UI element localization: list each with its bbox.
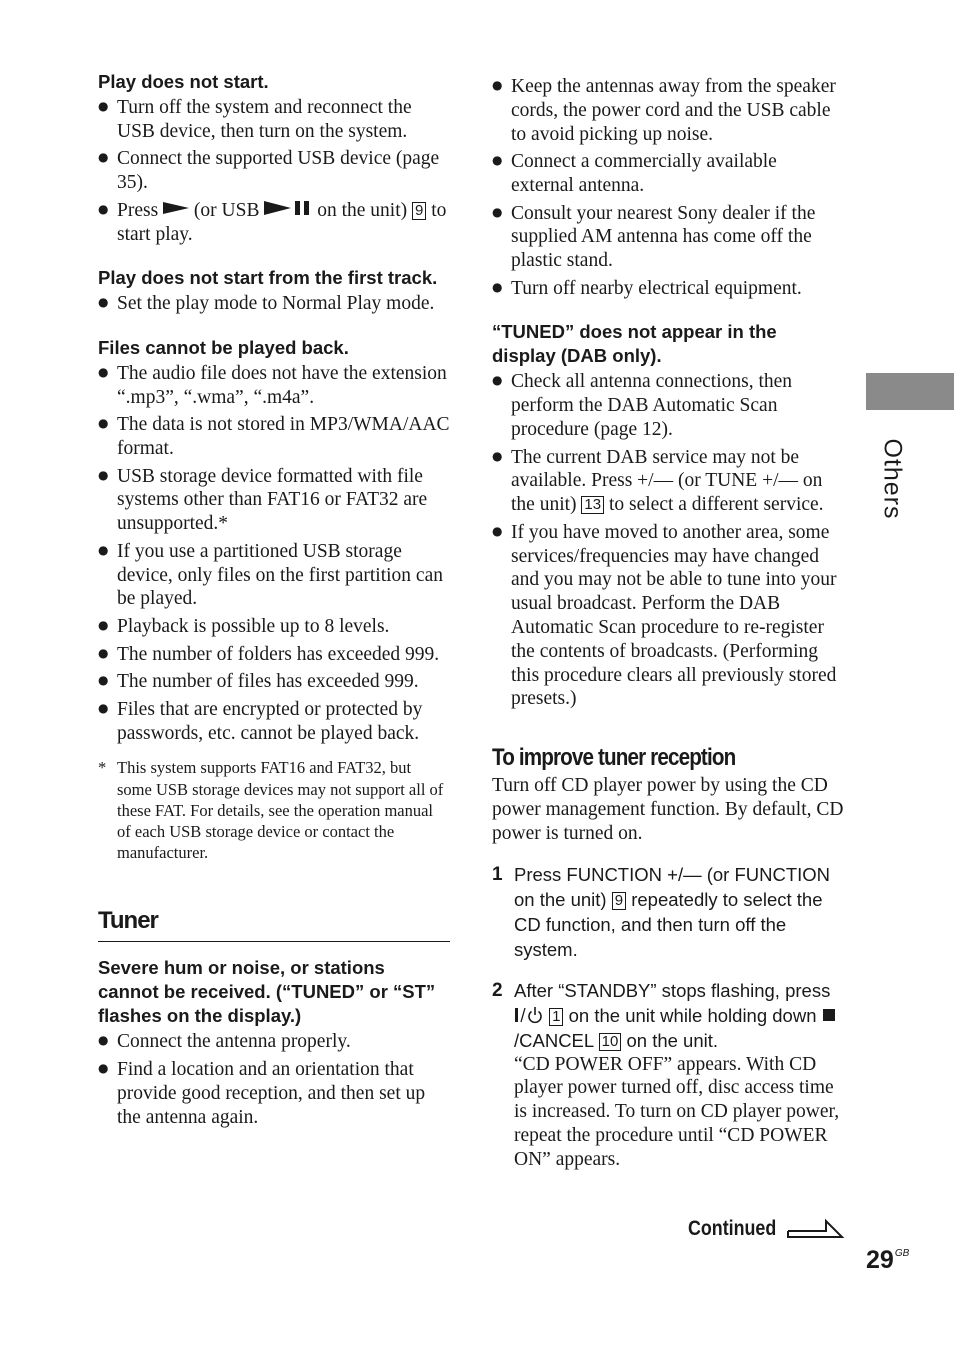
step-2: 2 After “STANDBY” stops flashing, press 1 on the unit while holding down /CANCEL 10 on the unit. “CD POWER OFF” appears. With CD player power turned off, disc access time is increased. To turn on CD player power, repeat the procedure until “CD POWER ON” appears. xyxy=(492,978,844,1172)
list-item: ● The number of folders has exceeded 999. xyxy=(98,643,450,667)
play-pause-icon xyxy=(264,200,312,216)
heading-tuner-noise: Severe hum or noise, or stations cannot be received. (“TUNED” or “ST” flashes on the display.) xyxy=(98,957,436,1027)
list-item: ● Turn off nearby electrical equipment. xyxy=(492,277,844,301)
footnote xyxy=(98,757,450,863)
list-item: ● If you use a partitioned USB storage device, only files on the first partition can be played. xyxy=(98,540,450,611)
page-suffix: GB xyxy=(894,1248,910,1259)
play-not-start-list xyxy=(98,96,450,246)
list-item: ● Files that are encrypted or protected by passwords, etc. cannot be played back. xyxy=(98,698,450,746)
first-track-list xyxy=(98,292,450,316)
continued-label: Continued xyxy=(688,1217,777,1240)
list-item: ● The data is not stored in MP3/WMA/AAC format. xyxy=(98,413,450,461)
list-item-press-play: ● Press (or USB on the unit) 9 to start play. xyxy=(98,199,450,247)
key-label: 9 xyxy=(412,202,426,220)
list-item: ● The current DAB service may not be available. Press +/— (or TUNE +/— on the unit) 13 to select a different service. xyxy=(492,446,844,517)
list-item: ● Connect the antenna properly. xyxy=(98,1030,450,1054)
right-column xyxy=(492,70,844,1171)
list-item: ● Find a location and an orientation that provide good reception, and then set up the antenna again. xyxy=(98,1058,450,1129)
list-item: ● Playback is possible up to 8 levels. xyxy=(98,615,450,639)
page-number: $29^{GB}$ xyxy=(866,1246,910,1274)
files-list xyxy=(98,362,450,746)
list-item: ● USB storage device formatted with file systems other than FAT16 or FAT32 are unsupported.* xyxy=(98,465,450,536)
key-label: 13 xyxy=(581,496,604,514)
power-icon xyxy=(514,1006,544,1024)
step-2-result: “CD POWER OFF” appears. With CD player power turned off, disc access time is increased. To turn on CD player power, repeat the procedure until “CD POWER ON” appears. xyxy=(514,1053,840,1170)
list-item: ● Set the play mode to Normal Play mode. xyxy=(98,292,450,316)
heading-first-track: Play does not start from the first track. xyxy=(98,267,438,289)
footnote-mark: * xyxy=(98,758,107,778)
key-label: 1 xyxy=(549,1008,563,1026)
heading-files: Files cannot be played back. xyxy=(98,336,349,358)
list-item: ● The audio file does not have the extension “.mp3”, “.wma”, “.m4a”. xyxy=(98,362,450,410)
list-item: ● If you have moved to another area, some services/frequencies may have changed and you may not be able to tune into your usual broadcast. Perform the DAB Automatic Scan procedure to re-register the contents of broadcasts. (Performing this procedure clears all previously stored presets.) xyxy=(492,521,844,711)
continued-marker xyxy=(688,1217,846,1241)
list-item: ● Connect the supported USB device (page 35). xyxy=(98,147,450,195)
left-column xyxy=(98,70,450,1133)
heading-play-not-start: Play does not start. xyxy=(98,71,269,92)
key-label: 9 xyxy=(612,892,626,910)
tuner-list xyxy=(98,1030,450,1129)
key-label: 10 xyxy=(599,1033,622,1051)
section-title-tuner: Tuner xyxy=(98,907,450,942)
dab-list xyxy=(492,370,844,711)
list-item: ● Check all antenna connections, then perform the DAB Automatic Scan procedure (page 12). xyxy=(492,370,844,441)
step-number: 2 xyxy=(492,979,503,1001)
heading-dab: “TUNED” does not appear in the display (DAB only). xyxy=(492,321,777,367)
side-tab-label: Others xyxy=(878,438,907,520)
list-item: ● Keep the antennas away from the speaker cords, the power cord and the USB cable to avoid picking up noise. xyxy=(492,75,844,146)
list-item: ● The number of files has exceeded 999. xyxy=(98,670,450,694)
continued-arrow-icon xyxy=(786,1218,846,1240)
list-item: ● Consult your nearest Sony dealer if the supplied AM antenna has come off the plastic stand. xyxy=(492,202,844,273)
step-1: 1 Press FUNCTION +/— (or FUNCTION on the unit) 9 repeatedly to select the CD function, and then turn off the system. xyxy=(492,863,831,960)
list-item: ● Turn off the system and reconnect the USB device, then turn on the system. xyxy=(98,96,450,144)
play-icon xyxy=(163,201,189,215)
footnote-text: This system supports FAT16 and FAT32, but some USB storage devices may not support all of these FAT. For details, see the operation manual of each USB storage device or contact the manufacturer. xyxy=(117,758,444,863)
side-tab xyxy=(866,373,954,410)
list-item: ● Connect a commercially available external antenna. xyxy=(492,150,844,198)
section-title-improve: To improve tuner reception xyxy=(492,744,736,772)
step-number: 1 xyxy=(492,863,503,885)
antenna-list xyxy=(492,75,844,301)
improve-body: Turn off CD player power by using the CD power management function. By default, CD power is turned on. xyxy=(492,775,844,844)
stop-icon xyxy=(822,1008,836,1022)
